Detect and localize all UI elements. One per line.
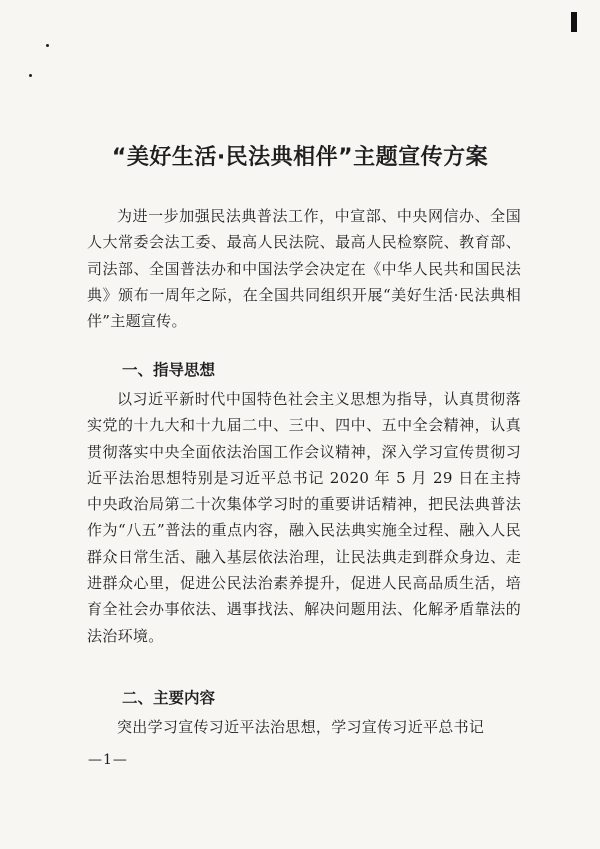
page-number: —1— bbox=[88, 752, 128, 768]
scan-speck bbox=[29, 74, 32, 77]
document-title: “美好生活·民法典相伴”主题宣传方案 bbox=[111, 145, 489, 170]
intro-paragraph: 为进一步加强民法典普法工作，中宣部、中央网信办、全国人大常委会法工委、最高人民法院、最高人民检察院、教育部、司法部、全国普法办和中国法学会决定在《中华人民共和国民法典》颁布一周年之际，在全国共同组织开展“美好生活·民法典相伴”主题宣传。 bbox=[87, 207, 521, 331]
guiding-ideology-paragraph: 以习近平新时代中国特色社会主义思想为指导，认真贯彻落实党的十九大和十九届二中、三中、四中、五中全会精神，认真贯彻落实中央全面依法治国工作会议精神，深入学习宣传贯彻习近平法治思想特别是习近平总书记 2020 年 5 月 29 日在主持中央政治局第二十次集体学习时的重要讲话精神，把民法典普法作为“八五”普法的重点内容，融入民法典实施全过程、融入人民群众日常生活、融入基层依法治理，让民法典走到群众身边、走进群众心里，促进公民法治素养提升，促进人民高品质生活，培育全社会办事依法、遇事找法、解决问题用法、化解矛盾靠法的法治环境。 bbox=[87, 390, 521, 645]
main-content-paragraph: 突出学习宣传习近平法治思想，学习宣传习近平总书记 bbox=[117, 718, 485, 736]
scan-edge-mark bbox=[571, 12, 577, 32]
section-heading-guiding-ideology: 一、指导思想 bbox=[122, 361, 216, 379]
section-heading-main-content: 二、主要内容 bbox=[122, 689, 216, 707]
scan-speck bbox=[46, 44, 49, 47]
